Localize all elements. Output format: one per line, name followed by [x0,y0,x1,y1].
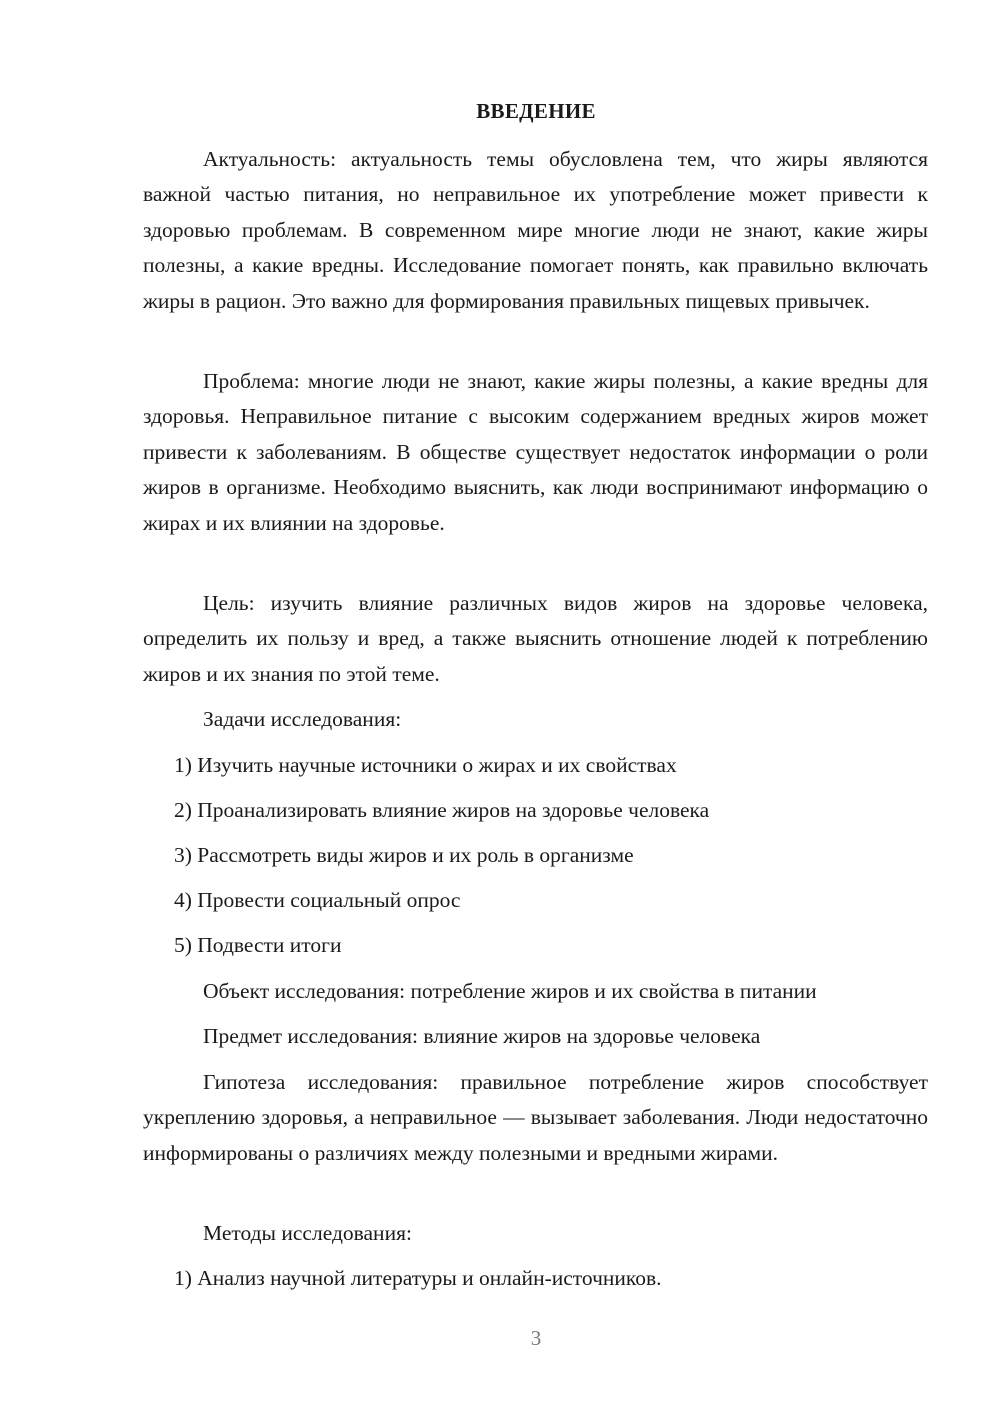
methods-heading: Методы исследования: [203,1221,412,1245]
task-item: 4) Провести социальный опрос [174,888,461,912]
problem-paragraph: Проблема: многие люди не знают, какие жиры полезны, а какие вредны для здоровья. Неправильное питание с высоким содержанием вредных жиров может привести к заболеваниям. В обществе существует недостаток информации о роли жиров в организме. Необходимо выяснить, как люди воспринимают информацию о жирах и их влиянии на здоровье. [143,369,928,535]
page-number: 3 [530,1326,542,1350]
tasks-heading: Задачи исследования: [203,707,402,731]
goal-paragraph: Цель: изучить влияние различных видов жиров на здоровье человека, определить их пользу и вред, а также выяснить отношение людей к потреблению жиров и их знания по этой теме. [143,591,928,686]
task-item: 5) Подвести итоги [174,933,342,957]
method-item: 1) Анализ научной литературы и онлайн-источников. [174,1266,662,1290]
hypothesis-paragraph: Гипотеза исследования: правильное потребление жиров способствует укреплению здоровья, а неправильное — вызывает заболевания. Люди недостаточно информированы о различиях между полезными и вредными жирами. [143,1070,928,1165]
task-item: 3) Рассмотреть виды жиров и их роль в организме [174,843,634,867]
task-item: 1) Изучить научные источники о жирах и их свойствах [174,753,677,777]
task-item: 2) Проанализировать влияние жиров на здоровье человека [174,798,710,822]
research-subject: Предмет исследования: влияние жиров на здоровье человека [203,1024,761,1048]
research-object: Объект исследования: потребление жиров и их свойства в питании [203,979,817,1003]
page-title: ВВЕДЕНИЕ [476,99,596,123]
relevance-paragraph: Актуальность: актуальность темы обусловлена тем, что жиры являются важной частью питания, но неправильное их употребление может привести к здоровью проблемам. В современном мире многие люди не знают, какие жиры полезны, а какие вредны. Исследование помогает понять, как правильно включать жиры в рацион. Это важно для формирования правильных пищевых привычек. [143,147,928,313]
